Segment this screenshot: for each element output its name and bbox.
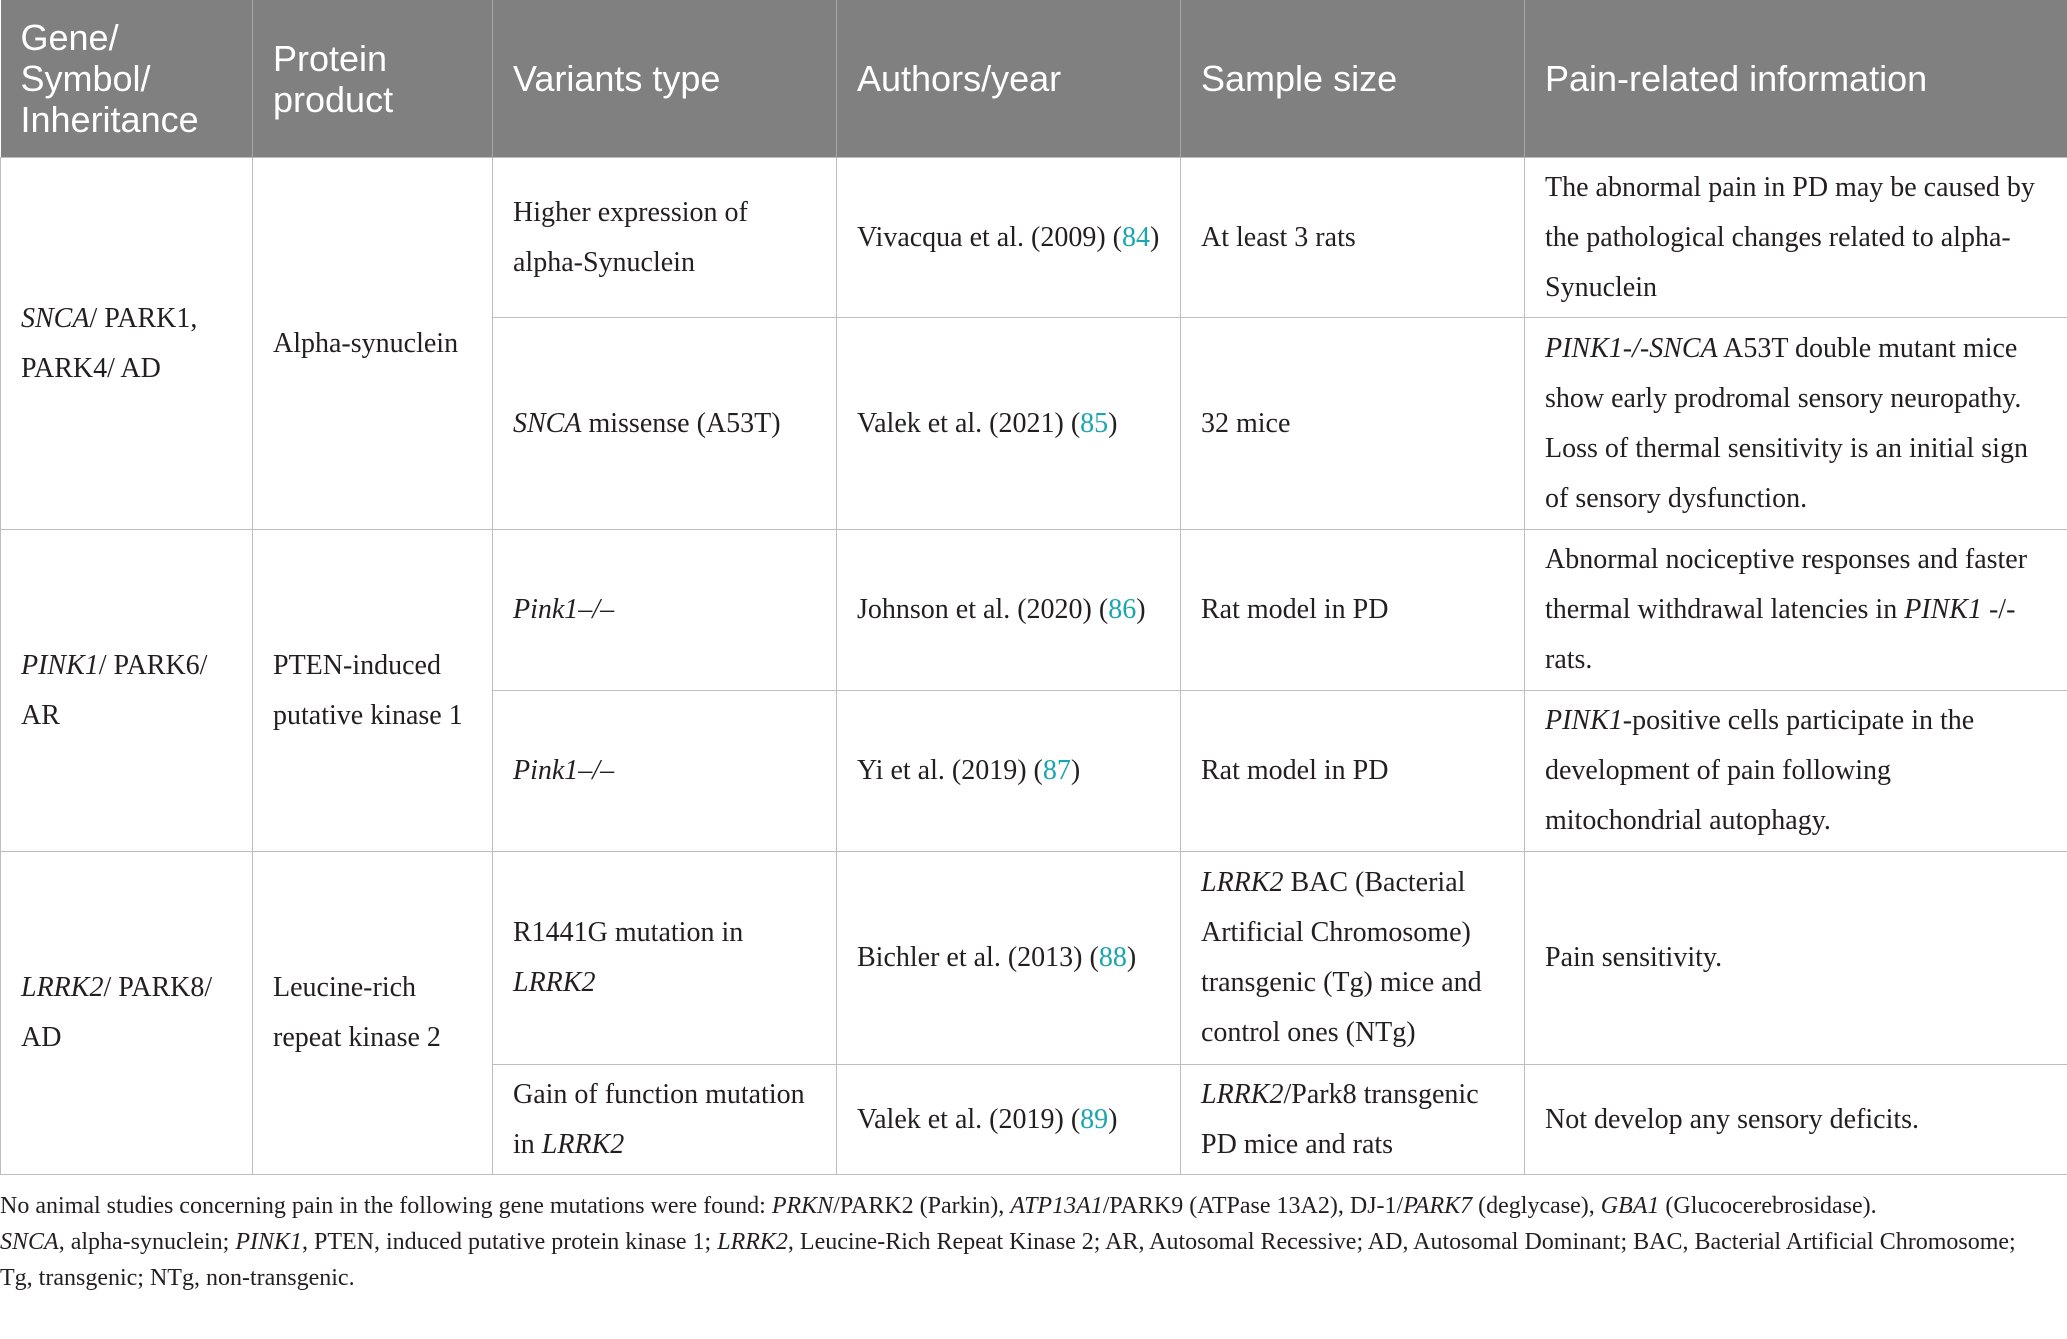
protein-cell: Alpha-synuclein xyxy=(253,158,493,530)
reference-link[interactable]: 89 xyxy=(1080,1103,1109,1135)
sample-cell: LRRK2 BAC (Bacterial Artificial Chromosome) transgenic (Tg) mice and control ones (NTg) xyxy=(1181,852,1525,1065)
gene-cell: SNCA/ PARK1, PARK4/ AD xyxy=(1,158,253,530)
reference-link[interactable]: 88 xyxy=(1098,942,1127,973)
protein-cell: Leucine-rich repeat kinase 2 xyxy=(253,852,493,1175)
reference-link[interactable]: 87 xyxy=(1042,755,1071,786)
variant-cell: Pink1–/– xyxy=(493,691,837,852)
footnote-no-studies: No animal studies concerning pain in the following gene mutations were found: PRKN/PARK2 (Parkin), ATP13A1/PARK9 (ATPase 13A2), DJ-1/PARK7 (deglycase), GBA1 (Glucocerebrosidase). xyxy=(0,1193,1877,1219)
table-row xyxy=(1,852,2067,1065)
table-row xyxy=(1,158,2067,318)
header-row xyxy=(1,0,2067,158)
author-cell: Yi et al. (2019) (87) xyxy=(837,691,1181,852)
pain-cell: The abnormal pain in PD may be caused by the pathological changes related to alpha-Synuclein xyxy=(1525,158,2067,318)
reference-link[interactable]: 86 xyxy=(1108,594,1137,625)
header-variant: Variants type xyxy=(493,0,837,158)
pain-cell: PINK1-/-SNCA A53T double mutant mice show early prodromal sensory neuropathy. Loss of thermal sensitivity is an initial sign of sensory dysfunction. xyxy=(1525,318,2067,530)
header-authors: Authors/year xyxy=(837,0,1181,158)
table-footnotes xyxy=(0,1188,2050,1296)
sample-cell: Rat model in PD xyxy=(1181,530,1525,691)
header-sample: Sample size xyxy=(1181,0,1525,158)
pain-cell: Not develop any sensory deficits. xyxy=(1525,1065,2067,1175)
reference-link[interactable]: 84 xyxy=(1122,221,1150,253)
sample-cell: 32 mice xyxy=(1181,318,1525,530)
variant-cell: Gain of function mutation in LRRK2 xyxy=(493,1065,837,1175)
variant-cell: SNCA missense (A53T) xyxy=(493,318,837,530)
pain-cell: PINK1-positive cells participate in the development of pain following mitochondrial autophagy. xyxy=(1525,691,2067,852)
author-cell: Bichler et al. (2013) (88) xyxy=(837,852,1181,1065)
protein-cell: PTEN-induced putative kinase 1 xyxy=(253,530,493,852)
variant-cell: R1441G mutation in LRRK2 xyxy=(493,852,837,1065)
sample-cell: LRRK2/Park8 transgenic PD mice and rats xyxy=(1181,1065,1525,1175)
gene-cell: LRRK2/ PARK8/ AD xyxy=(1,852,253,1175)
sample-cell: Rat model in PD xyxy=(1181,691,1525,852)
table-row xyxy=(1,530,2067,691)
variant-cell: Higher expression of alpha-Synuclein xyxy=(493,158,837,318)
author-cell: Valek et al. (2019) (89) xyxy=(837,1065,1181,1175)
header-protein: Protein product xyxy=(253,0,493,158)
author-cell: Valek et al. (2021) (85) xyxy=(837,318,1181,530)
author-cell: Johnson et al. (2020) (86) xyxy=(837,530,1181,691)
author-cell: Vivacqua et al. (2009) (84) xyxy=(837,158,1181,318)
header-pain: Pain-related information xyxy=(1525,0,2067,158)
pain-cell: Pain sensitivity. xyxy=(1525,852,2067,1065)
footnote-abbreviations: SNCA, alpha-synuclein; PINK1, PTEN, induced putative protein kinase 1; LRRK2, Leucine-Rich Repeat Kinase 2; AR, Autosomal Recessive; AD, Autosomal Dominant; BAC, Bacterial Artificial Chromosome; Tg, transgenic; NTg, non-transgenic. xyxy=(0,1229,2016,1291)
header-gene: Gene/ Symbol/ Inheritance xyxy=(1,0,253,158)
reference-link[interactable]: 85 xyxy=(1080,407,1109,439)
variant-cell: Pink1–/– xyxy=(493,530,837,691)
gene-cell: PINK1/ PARK6/ AR xyxy=(1,530,253,852)
sample-cell: At least 3 rats xyxy=(1181,158,1525,318)
pain-cell: Abnormal nociceptive responses and faster thermal withdrawal latencies in PINK1 -/- rats. xyxy=(1525,530,2067,691)
